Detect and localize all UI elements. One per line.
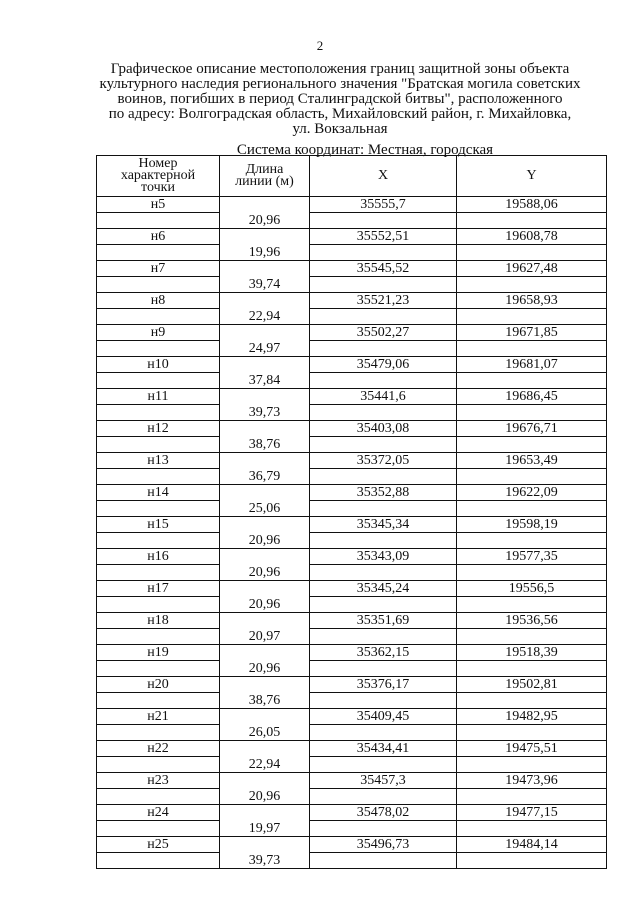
empty-cell [310, 213, 457, 229]
y-coordinate-cell: 19556,5 [457, 581, 607, 597]
length-spacer-cell [220, 293, 310, 309]
y-coordinate-cell: 19598,19 [457, 517, 607, 533]
line-length-cell: 24,97 [220, 341, 310, 357]
empty-cell [310, 277, 457, 293]
x-coordinate-cell: 35343,09 [310, 549, 457, 565]
empty-cell [310, 373, 457, 389]
empty-cell [310, 789, 457, 805]
y-coordinate-cell: 19475,51 [457, 741, 607, 757]
table-body [97, 197, 607, 869]
x-coordinate-cell: 35545,52 [310, 261, 457, 277]
x-coordinate-cell: 35345,34 [310, 517, 457, 533]
empty-cell [457, 533, 607, 549]
length-spacer-cell [220, 581, 310, 597]
length-spacer-cell [220, 709, 310, 725]
table-row-point [97, 421, 607, 437]
table-row-point [97, 357, 607, 373]
empty-cell [310, 405, 457, 421]
line-length-cell: 20,96 [220, 533, 310, 549]
line-length-cell: 20,96 [220, 661, 310, 677]
table-row-length [97, 629, 607, 645]
empty-cell [457, 757, 607, 773]
length-spacer-cell [220, 229, 310, 245]
y-coordinate-cell: 19473,96 [457, 773, 607, 789]
line-length-cell: 39,74 [220, 277, 310, 293]
x-coordinate-cell: 35362,15 [310, 645, 457, 661]
line-length-cell: 36,79 [220, 469, 310, 485]
empty-cell [457, 437, 607, 453]
empty-cell [310, 693, 457, 709]
point-number-cell: н17 [97, 581, 220, 597]
empty-cell [457, 789, 607, 805]
title-line: по адресу: Волгоградская область, Михайловский район, г. Михайловка, [108, 106, 572, 122]
empty-cell [310, 501, 457, 517]
empty-cell [97, 565, 220, 581]
y-coordinate-cell: 19653,49 [457, 453, 607, 469]
point-number-cell: н5 [97, 197, 220, 213]
x-coordinate-cell: 35552,51 [310, 229, 457, 245]
length-spacer-cell [220, 837, 310, 853]
empty-cell [97, 245, 220, 261]
table-row-point [97, 197, 607, 213]
length-spacer-cell [220, 485, 310, 501]
y-coordinate-cell: 19608,78 [457, 229, 607, 245]
header-point-number [97, 156, 220, 197]
line-length-cell: 20,96 [220, 213, 310, 229]
table-row-point [97, 613, 607, 629]
y-coordinate-cell: 19658,93 [457, 293, 607, 309]
y-coordinate-cell: 19536,56 [457, 613, 607, 629]
point-number-cell: н21 [97, 709, 220, 725]
empty-cell [310, 821, 457, 837]
empty-cell [457, 725, 607, 741]
table-row-length [97, 533, 607, 549]
table-row-length [97, 309, 607, 325]
line-length-cell: 22,94 [220, 309, 310, 325]
header-length-line: линии (м) [235, 174, 294, 189]
table-row-length [97, 213, 607, 229]
y-coordinate-cell: 19671,85 [457, 325, 607, 341]
x-coordinate-cell: 35345,24 [310, 581, 457, 597]
length-spacer-cell [220, 357, 310, 373]
line-length-cell: 38,76 [220, 437, 310, 453]
empty-cell [457, 629, 607, 645]
line-length-cell: 38,76 [220, 693, 310, 709]
empty-cell [97, 629, 220, 645]
header-length-line: Длина [245, 162, 284, 177]
empty-cell [97, 789, 220, 805]
point-number-cell: н10 [97, 357, 220, 373]
length-spacer-cell [220, 549, 310, 565]
empty-cell [457, 565, 607, 581]
table-row-length [97, 725, 607, 741]
table-row-length [97, 661, 607, 677]
point-number-cell: н7 [97, 261, 220, 277]
table-row-point [97, 549, 607, 565]
length-spacer-cell [220, 389, 310, 405]
y-coordinate-cell: 19681,07 [457, 357, 607, 373]
empty-cell [97, 821, 220, 837]
length-spacer-cell [220, 805, 310, 821]
y-coordinate-cell: 19577,35 [457, 549, 607, 565]
table-row-length [97, 373, 607, 389]
empty-cell [310, 597, 457, 613]
y-coordinate-cell: 19676,71 [457, 421, 607, 437]
length-spacer-cell [220, 325, 310, 341]
table-row-length [97, 693, 607, 709]
point-number-cell: н13 [97, 453, 220, 469]
table-row-point [97, 805, 607, 821]
length-spacer-cell [220, 613, 310, 629]
line-length-cell: 20,96 [220, 565, 310, 581]
document-title [80, 62, 600, 137]
table-row-length [97, 277, 607, 293]
table-row-point [97, 837, 607, 853]
x-coordinate-cell: 35441,6 [310, 389, 457, 405]
empty-cell [97, 693, 220, 709]
table-row-length [97, 501, 607, 517]
line-length-cell: 20,97 [220, 629, 310, 645]
line-length-cell: 39,73 [220, 853, 310, 869]
empty-cell [310, 629, 457, 645]
empty-cell [310, 853, 457, 869]
point-number-cell: н24 [97, 805, 220, 821]
empty-cell [97, 405, 220, 421]
empty-cell [457, 661, 607, 677]
x-coordinate-cell: 35352,88 [310, 485, 457, 501]
empty-cell [310, 533, 457, 549]
table-row-point [97, 485, 607, 501]
table-row-point [97, 261, 607, 277]
point-number-cell: н22 [97, 741, 220, 757]
x-coordinate-cell: 35479,06 [310, 357, 457, 373]
table-row-point [97, 709, 607, 725]
length-spacer-cell [220, 197, 310, 213]
x-coordinate-cell: 35555,7 [310, 197, 457, 213]
empty-cell [97, 213, 220, 229]
line-length-cell: 25,06 [220, 501, 310, 517]
y-coordinate-cell: 19686,45 [457, 389, 607, 405]
empty-cell [97, 757, 220, 773]
empty-cell [97, 725, 220, 741]
table-row-length [97, 757, 607, 773]
table-row-length [97, 853, 607, 869]
table-row-point [97, 229, 607, 245]
x-coordinate-cell: 35351,69 [310, 613, 457, 629]
y-coordinate-cell: 19484,14 [457, 837, 607, 853]
y-coordinate-cell: 19588,06 [457, 197, 607, 213]
coordinates-table [96, 155, 607, 869]
table-row-point [97, 773, 607, 789]
table-row-length [97, 597, 607, 613]
point-number-cell: н16 [97, 549, 220, 565]
x-coordinate-cell: 35403,08 [310, 421, 457, 437]
point-number-cell: н14 [97, 485, 220, 501]
empty-cell [310, 469, 457, 485]
header-y: Y [457, 156, 607, 197]
header-point-line: точки [141, 180, 175, 195]
point-number-cell: н23 [97, 773, 220, 789]
point-number-cell: н25 [97, 837, 220, 853]
line-length-cell: 19,96 [220, 245, 310, 261]
empty-cell [457, 597, 607, 613]
table-row-length [97, 821, 607, 837]
point-number-cell: н11 [97, 389, 220, 405]
y-coordinate-cell: 19482,95 [457, 709, 607, 725]
title-line: культурного наследия регионального значения "Братская могила советских [99, 76, 581, 92]
x-coordinate-cell: 35521,23 [310, 293, 457, 309]
table-row-point [97, 453, 607, 469]
empty-cell [457, 309, 607, 325]
empty-cell [310, 565, 457, 581]
x-coordinate-cell: 35376,17 [310, 677, 457, 693]
length-spacer-cell [220, 741, 310, 757]
y-coordinate-cell: 19622,09 [457, 485, 607, 501]
empty-cell [457, 277, 607, 293]
table-row-point [97, 741, 607, 757]
table-row-point [97, 517, 607, 533]
table-header-row [97, 156, 607, 197]
line-length-cell: 39,73 [220, 405, 310, 421]
empty-cell [97, 277, 220, 293]
empty-cell [310, 661, 457, 677]
point-number-cell: н8 [97, 293, 220, 309]
table-row-length [97, 437, 607, 453]
page-number: 2 [316, 38, 324, 53]
table-row-point [97, 645, 607, 661]
empty-cell [457, 469, 607, 485]
point-number-cell: н19 [97, 645, 220, 661]
x-coordinate-cell: 35434,41 [310, 741, 457, 757]
table-row-point [97, 389, 607, 405]
point-number-cell: н15 [97, 517, 220, 533]
empty-cell [457, 213, 607, 229]
empty-cell [97, 597, 220, 613]
empty-cell [97, 469, 220, 485]
title-line: Графическое описание местоположения границ защитной зоны объекта [110, 61, 570, 77]
x-coordinate-cell: 35409,45 [310, 709, 457, 725]
empty-cell [310, 245, 457, 261]
table-row-length [97, 469, 607, 485]
empty-cell [97, 533, 220, 549]
x-coordinate-cell: 35496,73 [310, 837, 457, 853]
point-number-cell: н6 [97, 229, 220, 245]
line-length-cell: 20,96 [220, 597, 310, 613]
table-row-point [97, 293, 607, 309]
table-row-length [97, 341, 607, 357]
empty-cell [310, 725, 457, 741]
length-spacer-cell [220, 517, 310, 533]
x-coordinate-cell: 35502,27 [310, 325, 457, 341]
y-coordinate-cell: 19477,15 [457, 805, 607, 821]
empty-cell [97, 341, 220, 357]
x-coordinate-cell: 35372,05 [310, 453, 457, 469]
line-length-cell: 22,94 [220, 757, 310, 773]
title-line: ул. Вокзальная [292, 121, 388, 137]
table-row-point [97, 325, 607, 341]
empty-cell [97, 437, 220, 453]
line-length-cell: 20,96 [220, 789, 310, 805]
x-coordinate-cell: 35478,02 [310, 805, 457, 821]
line-length-cell: 26,05 [220, 725, 310, 741]
length-spacer-cell [220, 261, 310, 277]
empty-cell [457, 821, 607, 837]
empty-cell [97, 853, 220, 869]
empty-cell [97, 661, 220, 677]
point-number-cell: н18 [97, 613, 220, 629]
y-coordinate-cell: 19518,39 [457, 645, 607, 661]
header-x: X [310, 156, 457, 197]
y-coordinate-cell: 19502,81 [457, 677, 607, 693]
header-line-length [220, 156, 310, 197]
empty-cell [310, 437, 457, 453]
header-point-line: Номер [138, 156, 178, 171]
length-spacer-cell [220, 677, 310, 693]
table-row-point [97, 677, 607, 693]
length-spacer-cell [220, 645, 310, 661]
empty-cell [457, 501, 607, 517]
point-number-cell: н20 [97, 677, 220, 693]
title-line: воинов, погибших в период Сталинградской битвы", расположенного [117, 91, 563, 107]
table-row-length [97, 565, 607, 581]
point-number-cell: н9 [97, 325, 220, 341]
length-spacer-cell [220, 773, 310, 789]
line-length-cell: 37,84 [220, 373, 310, 389]
empty-cell [457, 341, 607, 357]
table-row-length [97, 245, 607, 261]
table-row-point [97, 581, 607, 597]
point-number-cell: н12 [97, 421, 220, 437]
table-row-length [97, 789, 607, 805]
empty-cell [97, 309, 220, 325]
empty-cell [97, 373, 220, 389]
length-spacer-cell [220, 453, 310, 469]
y-coordinate-cell: 19627,48 [457, 261, 607, 277]
coordinate-system-caption: Система координат: Местная, городская [236, 142, 494, 158]
empty-cell [310, 341, 457, 357]
empty-cell [310, 757, 457, 773]
x-coordinate-cell: 35457,3 [310, 773, 457, 789]
empty-cell [457, 373, 607, 389]
length-spacer-cell [220, 421, 310, 437]
empty-cell [97, 501, 220, 517]
empty-cell [310, 309, 457, 325]
line-length-cell: 19,97 [220, 821, 310, 837]
header-point-line: характерной [120, 168, 196, 183]
empty-cell [457, 853, 607, 869]
table-row-length [97, 405, 607, 421]
empty-cell [457, 405, 607, 421]
empty-cell [457, 693, 607, 709]
empty-cell [457, 245, 607, 261]
